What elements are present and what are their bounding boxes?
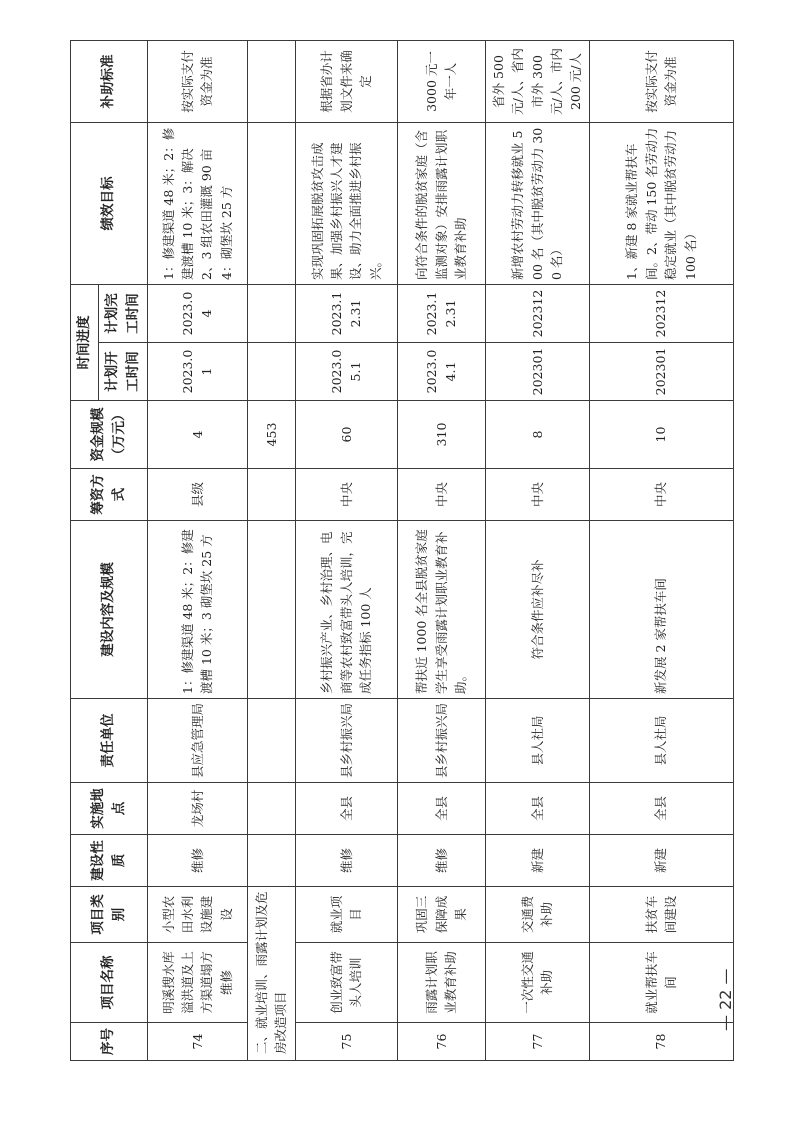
cell-type: 巩固三保障成果 xyxy=(397,887,485,943)
cell-name: 明溪搜水库溢洪道及上方渠道塌方维修 xyxy=(147,943,247,1023)
cell-no: 75 xyxy=(295,1023,397,1061)
cell-funding: 中央 xyxy=(397,469,485,521)
cell-start: 202301 xyxy=(589,343,733,401)
cell-start: 2023.05.1 xyxy=(295,343,397,401)
cell-content: 符合条件应补尽补 xyxy=(485,521,589,699)
header-unit: 责任单位 xyxy=(71,699,148,783)
cell-no: 74 xyxy=(147,1023,247,1061)
cell-name: 就业帮扶车间 xyxy=(589,943,733,1023)
cell-target xyxy=(247,123,295,285)
cell-funding: 中央 xyxy=(589,469,733,521)
cell-target: 1、新建 8 家就业帮扶车间。2、带动 150 名劳动力稳定就业（其中脱贫劳动力 100 名） xyxy=(589,123,733,285)
cell-target: 向符合条件的脱贫家庭（含监测对象）安排雨露计划职业教育补助 xyxy=(397,123,485,285)
table-row xyxy=(397,41,485,1061)
cell-target: 1：修建渠道 48 米；2：修建渡槽 10 米；3：解决 2、3 组农田灌溉 90 亩 4：砌堡坎 25 方 xyxy=(147,123,247,285)
cell-location: 全县 xyxy=(589,783,733,835)
cell-start xyxy=(247,343,295,401)
cell-unit: 县应急管理局 xyxy=(147,699,247,783)
cell-standard: 根据省办计划文件来确定 xyxy=(295,41,397,123)
cell-standard: 按实际支付资金为准 xyxy=(147,41,247,123)
cell-unit: 县乡村振兴局 xyxy=(397,699,485,783)
cell-location: 全县 xyxy=(295,783,397,835)
cell-content: 新发展 2 家帮扶车间 xyxy=(589,521,733,699)
cell-scale: 8 xyxy=(485,401,589,469)
project-table xyxy=(70,40,734,1061)
cell-nature: 新建 xyxy=(485,835,589,887)
cell-target: 实现巩固拓展脱贫攻击成果、加强乡村振兴人才建设、助力全面推进乡村振兴。 xyxy=(295,123,397,285)
header-funding: 筹资方式 xyxy=(71,469,148,521)
cell-unit xyxy=(247,699,295,783)
header-target: 绩效目标 xyxy=(71,123,148,285)
cell-funding: 中央 xyxy=(485,469,589,521)
page-number: — 22 — xyxy=(716,968,735,1031)
cell-location: 全县 xyxy=(485,783,589,835)
cell-end: 2023.12.31 xyxy=(295,285,397,343)
cell-standard xyxy=(247,41,295,123)
cell-start: 2023.04.1 xyxy=(397,343,485,401)
header-content: 建设内容及规模 xyxy=(71,521,148,699)
cell-nature: 维修 xyxy=(295,835,397,887)
cell-name: 一次性交通补助 xyxy=(485,943,589,1023)
cell-end: 2023.04 xyxy=(147,285,247,343)
cell-type: 就业项目 xyxy=(295,887,397,943)
cell-location: 龙场村 xyxy=(147,783,247,835)
cell-scale: 60 xyxy=(295,401,397,469)
cell-funding: 县级 xyxy=(147,469,247,521)
cell-type: 交通费补助 xyxy=(485,887,589,943)
cell-type: 扶贫车间建设 xyxy=(589,887,733,943)
cell-content: 帮扶近 1000 名全县脱贫家庭学生享受雨露计划职业教育补助。 xyxy=(397,521,485,699)
cell-nature: 维修 xyxy=(397,835,485,887)
cell-unit: 县人社局 xyxy=(589,699,733,783)
header-row xyxy=(71,41,99,1061)
header-no: 序号 xyxy=(71,1023,148,1061)
cell-scale: 10 xyxy=(589,401,733,469)
cell-end xyxy=(247,285,295,343)
header-location: 实施地点 xyxy=(71,783,148,835)
table-row xyxy=(485,41,589,1061)
header-name: 项目名称 xyxy=(71,943,148,1023)
table-row xyxy=(589,41,733,1061)
cell-funding xyxy=(247,469,295,521)
cell-standard: 3000 元一年一人 xyxy=(397,41,485,123)
header-nature: 建设性质 xyxy=(71,835,148,887)
header-start: 计划开工时间 xyxy=(98,343,147,401)
cell-name: 雨露计划职业教育补助 xyxy=(397,943,485,1023)
cell-content xyxy=(247,521,295,699)
table-row xyxy=(295,41,397,1061)
cell-content: 乡村振兴产业、乡村治理、电商等农村致富带头人培训，完成任务指标 100 人 xyxy=(295,521,397,699)
cell-nature: 新建 xyxy=(589,835,733,887)
cell-standard: 省外 500 元/人、省内市外 300 元/人、市内 200 元/人 xyxy=(485,41,589,123)
header-scale: 资金规模（万元） xyxy=(71,401,148,469)
header-standard: 补助标准 xyxy=(71,41,148,123)
cell-standard: 按实际支付资金为准 xyxy=(589,41,733,123)
cell-scale: 310 xyxy=(397,401,485,469)
cell-location: 全县 xyxy=(397,783,485,835)
header-progress: 时间进度 xyxy=(71,285,99,401)
cell-location xyxy=(247,783,295,835)
section-row xyxy=(247,41,295,1061)
cell-scale: 453 xyxy=(247,401,295,469)
cell-no: 76 xyxy=(397,1023,485,1061)
cell-funding: 中央 xyxy=(295,469,397,521)
cell-nature: 维修 xyxy=(147,835,247,887)
cell-end: 202312 xyxy=(485,285,589,343)
cell-no: 78 xyxy=(589,1023,733,1061)
cell-start: 2023.01 xyxy=(147,343,247,401)
cell-unit: 县人社局 xyxy=(485,699,589,783)
cell-name: 创业致富带头人培训 xyxy=(295,943,397,1023)
cell-end: 2023.12.31 xyxy=(397,285,485,343)
rotated-table-container xyxy=(70,41,722,1061)
cell-content: 1：修建渠道 48 米；2：修建渡槽 10 米；3 砌堡坎 25 方 xyxy=(147,521,247,699)
cell-start: 202301 xyxy=(485,343,589,401)
table-row xyxy=(147,41,247,1061)
cell-target: 新增农村劳动力转移就业 500 名（其中脱贫劳动力 300 名） xyxy=(485,123,589,285)
header-end: 计划完工时间 xyxy=(98,285,147,343)
cell-nature xyxy=(247,835,295,887)
cell-type: 小型农田水利设施建设 xyxy=(147,887,247,943)
cell-end: 202312 xyxy=(589,285,733,343)
section-title: 二、就业培训、雨露计划及危房改造项目 xyxy=(247,887,295,1061)
cell-unit: 县乡村振兴局 xyxy=(295,699,397,783)
cell-no: 77 xyxy=(485,1023,589,1061)
header-type: 项目类别 xyxy=(71,887,148,943)
cell-scale: 4 xyxy=(147,401,247,469)
